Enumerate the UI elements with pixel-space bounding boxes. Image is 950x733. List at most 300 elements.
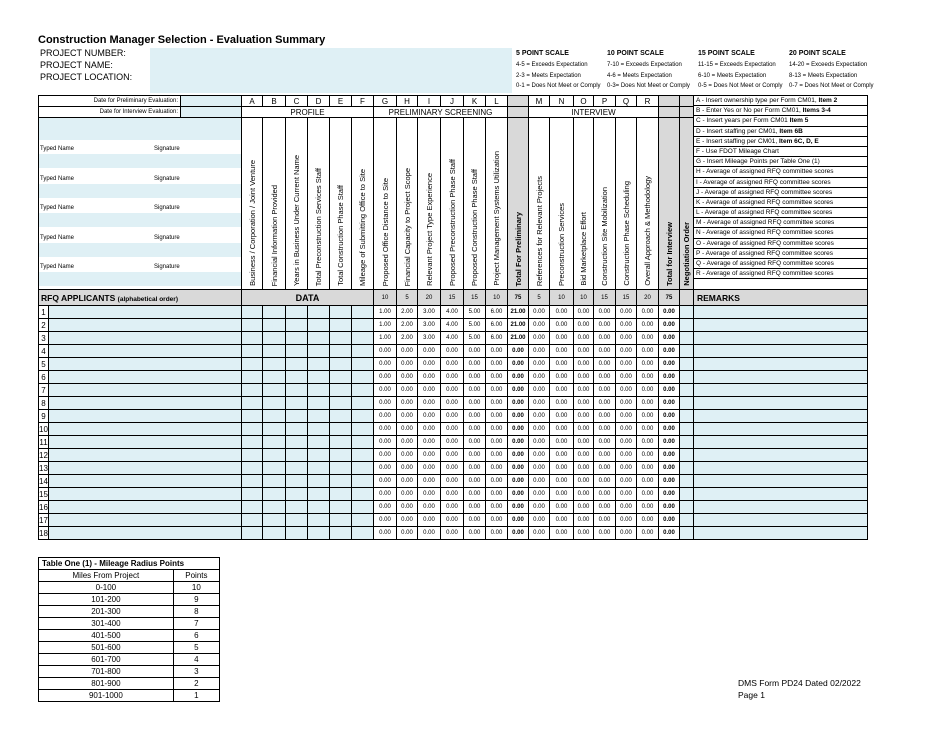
- header-e-cell: [330, 118, 352, 290]
- applicant-name-field[interactable]: [49, 449, 242, 462]
- prelim-eval-date-field[interactable]: [181, 96, 242, 107]
- note-text: B - Enter Yes or No per Form CM01,: [696, 107, 803, 115]
- profile-data-field[interactable]: [286, 527, 308, 540]
- profile-data-field[interactable]: [242, 358, 263, 371]
- signature-field[interactable]: [39, 118, 242, 140]
- profile-data-field[interactable]: [286, 462, 308, 475]
- profile-data-field[interactable]: [308, 332, 330, 345]
- remarks-field[interactable]: [694, 345, 868, 358]
- row-number: 5: [39, 358, 49, 371]
- profile-data-field[interactable]: [330, 358, 352, 371]
- profile-data-field[interactable]: [263, 462, 286, 475]
- profile-data-field[interactable]: [263, 358, 286, 371]
- interview-eval-date-field[interactable]: [181, 107, 242, 118]
- committee-signatures: [39, 118, 242, 290]
- profile-data-field[interactable]: [242, 306, 263, 319]
- profile-data-field[interactable]: [308, 306, 330, 319]
- profile-data-field[interactable]: [263, 345, 286, 358]
- profile-data-field[interactable]: [330, 410, 352, 423]
- note-text: N - Average of assigned RFQ committee scores: [696, 229, 834, 237]
- profile-data-field[interactable]: [286, 514, 308, 527]
- profile-data-field[interactable]: [242, 397, 263, 410]
- column-header: Construction Site Mobilization: [600, 187, 609, 286]
- table-row: [39, 306, 868, 319]
- applicant-name-field[interactable]: [49, 488, 242, 501]
- negotiation-order-field[interactable]: [680, 501, 694, 514]
- profile-data-field[interactable]: [263, 384, 286, 397]
- profile-data-field[interactable]: [352, 397, 374, 410]
- profile-data-field[interactable]: [286, 423, 308, 436]
- note-line: [694, 269, 867, 279]
- prelim-score: 0.00: [418, 501, 441, 514]
- profile-data-field[interactable]: [308, 462, 330, 475]
- profile-data-field[interactable]: [263, 306, 286, 319]
- total-interview-score: 0.00: [659, 358, 680, 371]
- profile-data-field[interactable]: [352, 501, 374, 514]
- prelim-score: 0.00: [464, 358, 486, 371]
- row-number: 10: [39, 424, 48, 434]
- mileage-range: 401-500: [39, 630, 174, 642]
- header-g-cell: [374, 118, 397, 290]
- profile-data-field[interactable]: [242, 384, 263, 397]
- negotiation-order-field[interactable]: [680, 410, 694, 423]
- profile-data-field[interactable]: [263, 488, 286, 501]
- interview-score: 0.00: [637, 462, 659, 475]
- profile-data-field[interactable]: [308, 410, 330, 423]
- column-letter: O: [574, 96, 594, 107]
- prelim-score: 0.00: [486, 449, 508, 462]
- interview-score: 0.00: [529, 449, 550, 462]
- column-header: Financial Information Provided: [269, 184, 279, 286]
- remarks-field[interactable]: [694, 384, 868, 397]
- signature-row: [39, 235, 242, 249]
- profile-data-field[interactable]: [286, 501, 308, 514]
- profile-data-field[interactable]: [352, 358, 374, 371]
- profile-data-field[interactable]: [286, 358, 308, 371]
- remarks-field[interactable]: [694, 449, 868, 462]
- applicant-name-field[interactable]: [49, 436, 242, 449]
- profile-data-field[interactable]: [308, 449, 330, 462]
- interview-score: 0.00: [637, 319, 659, 332]
- negotiation-order-field[interactable]: [680, 371, 694, 384]
- interview-score: 0.00: [550, 449, 574, 462]
- profile-data-field[interactable]: [308, 475, 330, 488]
- applicant-name-field[interactable]: [49, 527, 242, 540]
- interview-score: 0.00: [550, 384, 574, 397]
- total-prelim-score: 0.00: [508, 345, 529, 358]
- profile-data-field[interactable]: [308, 423, 330, 436]
- note-line: [694, 167, 867, 177]
- profile-data-field[interactable]: [286, 397, 308, 410]
- prelim-score: 0.00: [374, 501, 397, 514]
- negotiation-order-field[interactable]: [680, 449, 694, 462]
- profile-data-field[interactable]: [330, 397, 352, 410]
- interview-score: 0.00: [529, 397, 550, 410]
- interview-score: 0.00: [550, 332, 574, 345]
- prelim-score: 3.00: [418, 319, 441, 332]
- column-letter: H: [397, 96, 418, 107]
- mileage-points: 8: [173, 606, 219, 618]
- profile-data-field[interactable]: [286, 475, 308, 488]
- profile-data-field[interactable]: [352, 436, 374, 449]
- prelim-score: 0.00: [397, 501, 418, 514]
- interview-score: 0.00: [574, 319, 594, 332]
- interview-score: 0.00: [616, 449, 637, 462]
- negotiation-order-field[interactable]: [680, 306, 694, 319]
- table-row: [39, 475, 868, 488]
- negotiation-order-field[interactable]: [680, 462, 694, 475]
- profile-data-field[interactable]: [263, 371, 286, 384]
- total-prelim-score: 0.00: [508, 384, 529, 397]
- profile-data-field[interactable]: [286, 371, 308, 384]
- column-header: Relevant Project Type Experience: [424, 173, 434, 286]
- applicant-name-field[interactable]: [49, 475, 242, 488]
- negotiation-order-field[interactable]: [680, 475, 694, 488]
- profile-data-field[interactable]: [330, 449, 352, 462]
- prelim-score: 0.00: [397, 358, 418, 371]
- prelim-score: 0.00: [418, 410, 441, 423]
- profile-data-field[interactable]: [263, 514, 286, 527]
- profile-data-field[interactable]: [330, 501, 352, 514]
- interview-score: 0.00: [529, 475, 550, 488]
- header-f-cell: [352, 118, 374, 290]
- interview-score: 0.00: [550, 462, 574, 475]
- profile-data-field[interactable]: [286, 384, 308, 397]
- applicant-name-field[interactable]: [49, 384, 242, 397]
- signature-field[interactable]: [39, 184, 242, 198]
- project-number-field[interactable]: [150, 48, 512, 60]
- interview-score: 0.00: [529, 358, 550, 371]
- project-location-field[interactable]: [150, 72, 512, 84]
- scale-line: 14-20 = Exceeds Expectation: [789, 62, 868, 68]
- prelim-score: 0.00: [464, 423, 486, 436]
- remarks-field[interactable]: [694, 514, 868, 527]
- interview-score: 0.00: [574, 488, 594, 501]
- remarks-field[interactable]: [694, 501, 868, 514]
- mileage-row: [39, 630, 220, 642]
- prelim-score: 5.00: [464, 306, 486, 319]
- profile-data-field[interactable]: [308, 501, 330, 514]
- profile-data-field[interactable]: [286, 410, 308, 423]
- profile-data-field[interactable]: [308, 319, 330, 332]
- scale-title: 5 POINT SCALE: [516, 50, 569, 57]
- profile-data-field[interactable]: [352, 514, 374, 527]
- profile-data-field[interactable]: [286, 306, 308, 319]
- signature-field[interactable]: [39, 272, 242, 286]
- profile-data-field[interactable]: [352, 423, 374, 436]
- total-interview-score: 0.00: [659, 371, 680, 384]
- profile-data-field[interactable]: [308, 527, 330, 540]
- applicant-name-field[interactable]: [49, 371, 242, 384]
- interview-score: 0.00: [574, 501, 594, 514]
- profile-data-field[interactable]: [286, 488, 308, 501]
- profile-data-field[interactable]: [242, 475, 263, 488]
- profile-data-field[interactable]: [352, 306, 374, 319]
- interview-score: 0.00: [637, 345, 659, 358]
- note-line: [694, 157, 867, 167]
- prelim-score: 0.00: [374, 514, 397, 527]
- profile-data-field[interactable]: [242, 423, 263, 436]
- interview-score: 0.00: [616, 423, 637, 436]
- remarks-field[interactable]: [694, 371, 868, 384]
- profile-data-field[interactable]: [330, 475, 352, 488]
- profile-data-field[interactable]: [308, 514, 330, 527]
- prelim-score: 0.00: [418, 514, 441, 527]
- interview-score: 0.00: [574, 358, 594, 371]
- total-interview-score: 0.00: [659, 449, 680, 462]
- prelim-score: 0.00: [464, 371, 486, 384]
- negotiation-order-field[interactable]: [680, 319, 694, 332]
- note-bold: Item 6B: [779, 127, 803, 135]
- prelim-score: 0.00: [397, 397, 418, 410]
- negotiation-order-field[interactable]: [680, 423, 694, 436]
- profile-data-field[interactable]: [330, 488, 352, 501]
- signature-field[interactable]: [39, 213, 242, 227]
- interview-score: 0.00: [637, 436, 659, 449]
- applicant-name-field[interactable]: [49, 358, 242, 371]
- interview-score: 0.00: [637, 527, 659, 540]
- signature-field[interactable]: [39, 243, 242, 257]
- remarks-field[interactable]: [694, 319, 868, 332]
- remarks-label: REMARKS: [694, 290, 868, 306]
- interview-score: 0.00: [637, 332, 659, 345]
- profile-data-field[interactable]: [308, 488, 330, 501]
- remarks-field[interactable]: [694, 475, 868, 488]
- mileage-points: 10: [173, 582, 219, 594]
- negotiation-order-field[interactable]: [680, 384, 694, 397]
- profile-data-field[interactable]: [286, 319, 308, 332]
- negotiation-order-field[interactable]: [680, 397, 694, 410]
- profile-data-field[interactable]: [263, 501, 286, 514]
- profile-data-field[interactable]: [242, 527, 263, 540]
- scale-line: 0-7 = Does Not Meet or Comply: [789, 83, 874, 89]
- negotiation-order-field[interactable]: [680, 514, 694, 527]
- profile-data-field[interactable]: [242, 462, 263, 475]
- applicant-name-field[interactable]: [49, 462, 242, 475]
- applicants-sub: (alphabetical order): [117, 295, 178, 303]
- profile-data-field[interactable]: [263, 423, 286, 436]
- interview-score: 0.00: [529, 527, 550, 540]
- prelim-score: 4.00: [441, 306, 464, 319]
- five-point-scale: [516, 50, 601, 89]
- profile-data-field[interactable]: [352, 332, 374, 345]
- interview-score: 0.00: [637, 358, 659, 371]
- profile-data-field[interactable]: [308, 436, 330, 449]
- prelim-score: 0.00: [374, 449, 397, 462]
- profile-data-field[interactable]: [286, 436, 308, 449]
- applicant-name-field[interactable]: [49, 514, 242, 527]
- profile-data-field[interactable]: [308, 371, 330, 384]
- profile-data-field[interactable]: [308, 358, 330, 371]
- profile-data-field[interactable]: [286, 332, 308, 345]
- row-number: 9: [39, 410, 49, 423]
- table-row: [39, 345, 868, 358]
- profile-data-field[interactable]: [352, 488, 374, 501]
- prelim-score: 0.00: [441, 410, 464, 423]
- profile-data-field[interactable]: [242, 371, 263, 384]
- signature-label: Signature: [154, 234, 180, 241]
- profile-data-field[interactable]: [330, 527, 352, 540]
- profile-data-field[interactable]: [352, 319, 374, 332]
- fifteen-point-scale: [698, 50, 783, 89]
- profile-data-field[interactable]: [352, 410, 374, 423]
- scale-line: 4-5 = Exceeds Expectation: [516, 62, 588, 68]
- profile-data-field[interactable]: [308, 397, 330, 410]
- note-text: O - Average of assigned RFQ committee scores: [696, 239, 834, 247]
- profile-data-field[interactable]: [263, 449, 286, 462]
- note-text: J - Average of assigned RFQ committee scores: [696, 188, 833, 196]
- profile-data-field[interactable]: [352, 527, 374, 540]
- negotiation-order-field[interactable]: [680, 358, 694, 371]
- negotiation-order-field[interactable]: [680, 345, 694, 358]
- table-row: [39, 436, 868, 449]
- applicant-name-field[interactable]: [49, 501, 242, 514]
- note-bold: Item 5: [789, 117, 809, 125]
- profile-data-field[interactable]: [330, 332, 352, 345]
- prelim-score: 0.00: [374, 371, 397, 384]
- applicant-name-field[interactable]: [49, 306, 242, 319]
- remarks-field[interactable]: [694, 423, 868, 436]
- remarks-field[interactable]: [694, 358, 868, 371]
- prelim-score: 0.00: [397, 462, 418, 475]
- applicant-name-field[interactable]: [49, 397, 242, 410]
- prelim-score: 0.00: [418, 436, 441, 449]
- column-header: Construction Phase Scheduling: [621, 181, 631, 286]
- interview-eval-date-label: Date for Interview Evaluation:: [39, 107, 181, 118]
- project-name-field[interactable]: [150, 60, 512, 72]
- note-line: [694, 228, 867, 238]
- profile-data-field[interactable]: [330, 423, 352, 436]
- column-header: Overall Approach & Methodology: [643, 176, 652, 286]
- profile-data-field[interactable]: [330, 514, 352, 527]
- profile-data-field[interactable]: [352, 371, 374, 384]
- applicant-name-field[interactable]: [49, 410, 242, 423]
- interview-score: 0.00: [616, 514, 637, 527]
- applicant-name-field[interactable]: [49, 345, 242, 358]
- profile-data-field[interactable]: [263, 475, 286, 488]
- negotiation-order-field[interactable]: [680, 332, 694, 345]
- profile-data-field[interactable]: [242, 436, 263, 449]
- profile-data-field[interactable]: [330, 436, 352, 449]
- prelim-score: 0.00: [374, 345, 397, 358]
- remarks-field[interactable]: [694, 527, 868, 540]
- profile-data-field[interactable]: [242, 488, 263, 501]
- profile-data-field[interactable]: [242, 449, 263, 462]
- profile-data-field[interactable]: [330, 462, 352, 475]
- remarks-field[interactable]: [694, 462, 868, 475]
- profile-data-field[interactable]: [330, 345, 352, 358]
- profile-data-field[interactable]: [352, 449, 374, 462]
- negotiation-order-field[interactable]: [680, 436, 694, 449]
- interview-score: 0.00: [616, 384, 637, 397]
- negotiation-order-field[interactable]: [680, 527, 694, 540]
- interview-score: 0.00: [529, 488, 550, 501]
- profile-data-field[interactable]: [263, 332, 286, 345]
- interview-score: 0.00: [594, 358, 616, 371]
- interview-score: 0.00: [574, 514, 594, 527]
- signature-label: Signature: [154, 205, 180, 211]
- table-row: [39, 501, 868, 514]
- interview-score: 0.00: [574, 397, 594, 410]
- max-points: 5: [397, 290, 418, 306]
- profile-data-field[interactable]: [242, 319, 263, 332]
- applicant-name-field[interactable]: [49, 423, 242, 436]
- column-header: Negotiation Order: [682, 222, 691, 286]
- profile-data-field[interactable]: [242, 410, 263, 423]
- scale-line: 4-6 = Meets Expectation: [607, 73, 672, 79]
- interview-score: 0.00: [594, 475, 616, 488]
- total-interview-score: 0.00: [659, 501, 680, 514]
- profile-data-field[interactable]: [352, 345, 374, 358]
- note-line: [694, 239, 867, 249]
- applicant-name-field[interactable]: [49, 332, 242, 345]
- signature-field[interactable]: [39, 154, 242, 168]
- prelim-score: 0.00: [464, 410, 486, 423]
- profile-data-field[interactable]: [242, 332, 263, 345]
- column-letter: I: [418, 96, 441, 107]
- prelim-score: 6.00: [486, 319, 508, 332]
- profile-data-field[interactable]: [286, 345, 308, 358]
- profile-data-field[interactable]: [352, 384, 374, 397]
- profile-data-field[interactable]: [330, 319, 352, 332]
- profile-data-field[interactable]: [330, 384, 352, 397]
- applicants-label: RFQ APPLICANTS: [41, 292, 116, 303]
- negotiation-order-field[interactable]: [680, 488, 694, 501]
- prelim-score: 0.00: [486, 488, 508, 501]
- profile-data-field[interactable]: [242, 501, 263, 514]
- profile-data-field[interactable]: [242, 345, 263, 358]
- interview-score: 0.00: [637, 397, 659, 410]
- profile-data-field[interactable]: [308, 384, 330, 397]
- profile-data-field[interactable]: [308, 345, 330, 358]
- interview-score: 0.00: [594, 384, 616, 397]
- profile-data-field[interactable]: [242, 514, 263, 527]
- mileage-range: 501-600: [39, 642, 174, 654]
- profile-data-field[interactable]: [263, 397, 286, 410]
- profile-data-field[interactable]: [263, 410, 286, 423]
- applicant-name-field[interactable]: [49, 319, 242, 332]
- profile-data-field[interactable]: [330, 371, 352, 384]
- interview-score: 0.00: [574, 345, 594, 358]
- prelim-score: 1.00: [374, 319, 397, 332]
- remarks-field[interactable]: [694, 397, 868, 410]
- profile-data-field[interactable]: [286, 449, 308, 462]
- profile-data-field[interactable]: [263, 436, 286, 449]
- remarks-field[interactable]: [694, 410, 868, 423]
- prelim-score: 0.00: [374, 423, 397, 436]
- remarks-field[interactable]: [694, 306, 868, 319]
- column-letter: F: [352, 96, 374, 107]
- prelim-score: 2.00: [397, 319, 418, 332]
- profile-data-field[interactable]: [352, 475, 374, 488]
- note-line: [694, 147, 867, 157]
- column-header: Mileage of Submitting Office to Site: [358, 168, 367, 286]
- remarks-field[interactable]: [694, 332, 868, 345]
- column-letter: L: [486, 96, 508, 107]
- header-b-cell: [263, 118, 286, 290]
- remarks-field[interactable]: [694, 488, 868, 501]
- profile-data-field[interactable]: [330, 306, 352, 319]
- note-bold: Item 2: [818, 97, 838, 104]
- prelim-score: 4.00: [441, 319, 464, 332]
- profile-data-field[interactable]: [352, 462, 374, 475]
- remarks-field[interactable]: [694, 436, 868, 449]
- interview-score: 0.00: [616, 501, 637, 514]
- row-number: 14: [39, 476, 48, 486]
- interview-score: 0.00: [637, 488, 659, 501]
- profile-data-field[interactable]: [263, 319, 286, 332]
- profile-data-field[interactable]: [263, 527, 286, 540]
